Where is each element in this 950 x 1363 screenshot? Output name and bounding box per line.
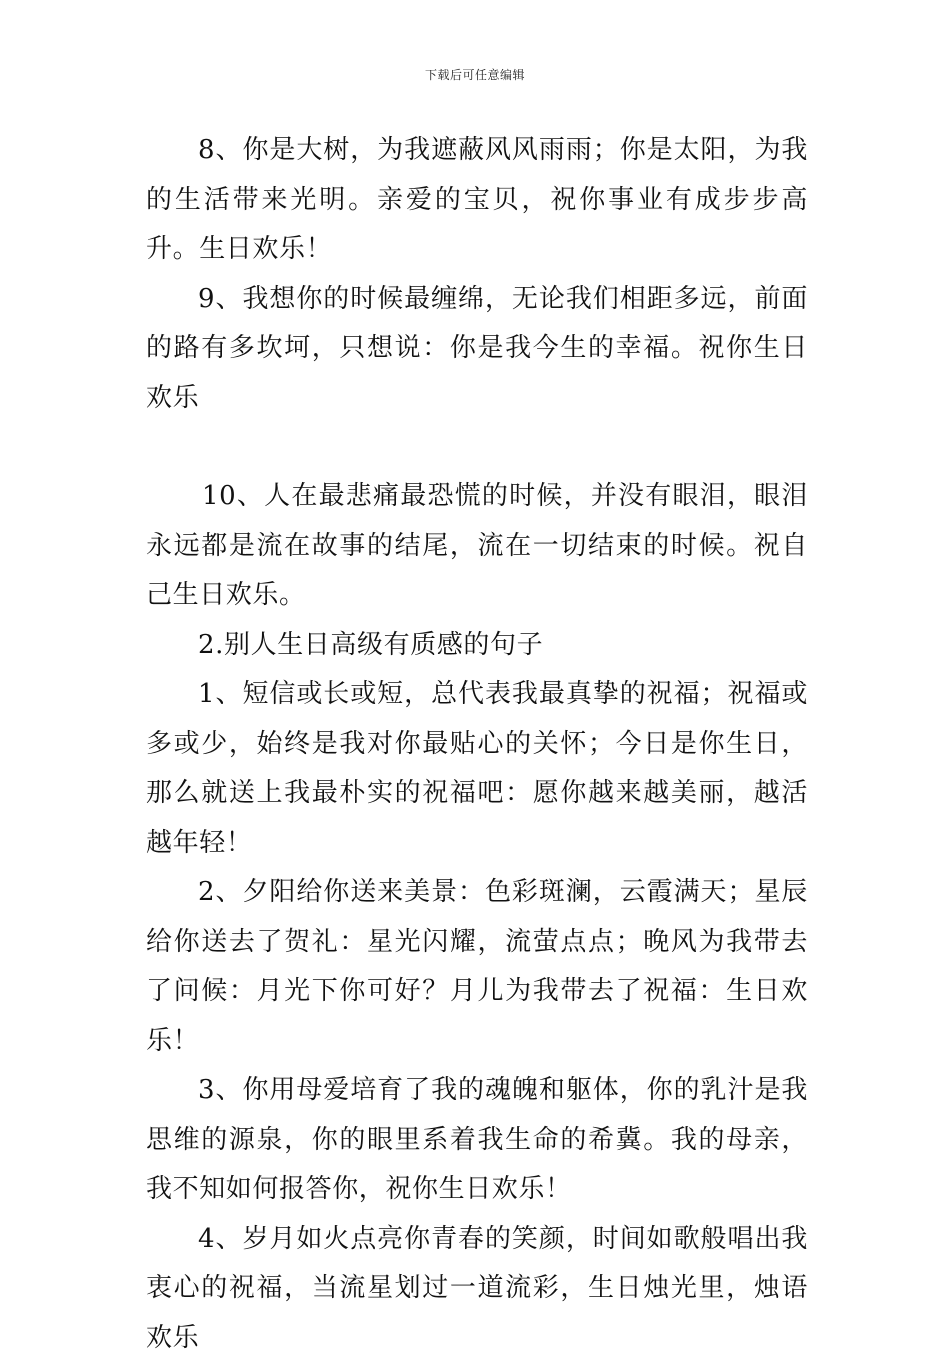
section-paragraph-2: 2、夕阳给你送来美景：色彩斑澜，云霞满天；星辰给你送去了贺礼：星光闪耀，流萤点点；晚风为我带去了问候：月光下你可好？月儿为我带去了祝福：生日欢乐！ bbox=[146, 868, 808, 1066]
section-heading: 2.别人生日高级有质感的句子 bbox=[146, 621, 808, 671]
paragraph-10: 10、人在最悲痛最恐慌的时候，并没有眼泪，眼泪永远都是流在故事的结尾，流在一切结束的时候。祝自己生日欢乐。 bbox=[146, 472, 808, 621]
page-header-note: 下载后可任意编辑 bbox=[0, 66, 950, 83]
section-paragraph-1: 1、短信或长或短，总代表我最真挚的祝福；祝福或多或少，始终是我对你最贴心的关怀；今日是你生日，那么就送上我最朴实的祝福吧：愿你越来越美丽，越活越年轻！ bbox=[146, 670, 808, 868]
paragraph-8: 8、你是大树，为我遮蔽风风雨雨；你是太阳，为我的生活带来光明。亲爱的宝贝，祝你事业有成步步高升。生日欢乐！ bbox=[146, 126, 808, 275]
document-body bbox=[146, 126, 808, 1363]
paragraph-9: 9、我想你的时候最缠绵，无论我们相距多远，前面的路有多坎坷，只想说：你是我今生的幸福。祝你生日欢乐 bbox=[146, 275, 808, 424]
section-paragraph-4: 4、岁月如火点亮你青春的笑颜，时间如歌般唱出我衷心的祝福，当流星划过一道流彩，生日烛光里，烛语欢乐 bbox=[146, 1215, 808, 1363]
section-paragraph-3: 3、你用母爱培育了我的魂魄和躯体，你的乳汁是我思维的源泉，你的眼里系着我生命的希冀。我的母亲，我不知如何报答你，祝你生日欢乐！ bbox=[146, 1066, 808, 1215]
